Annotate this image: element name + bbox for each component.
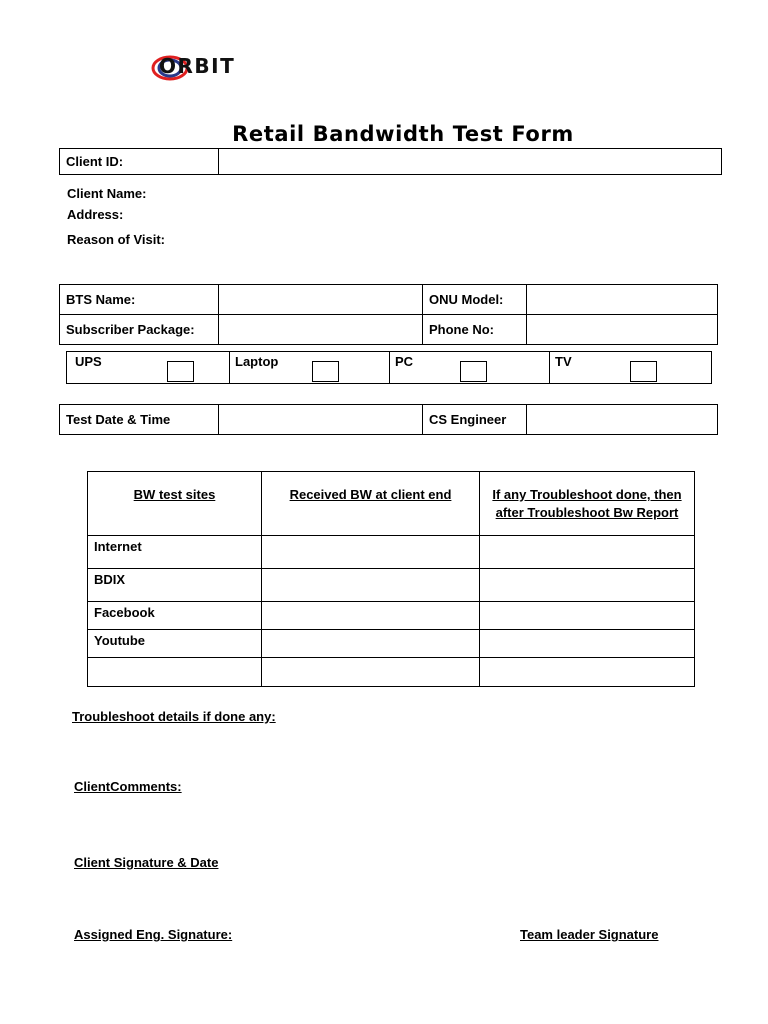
bw-header-sites: BW test sites: [88, 472, 262, 536]
bw-received-cell[interactable]: [262, 658, 480, 687]
client-id-field[interactable]: [219, 149, 722, 175]
bw-row-label: Facebook: [88, 602, 262, 630]
device-cell-tv: [549, 352, 709, 383]
bw-received-cell[interactable]: [262, 569, 480, 602]
cs-engineer-field[interactable]: [527, 405, 718, 435]
subscriber-package-field[interactable]: [219, 315, 423, 345]
bw-received-cell[interactable]: [262, 536, 480, 569]
client-comments-label: ClientComments:: [74, 779, 182, 794]
test-info-table: [59, 404, 718, 435]
bts-name-field[interactable]: [219, 285, 423, 315]
onu-model-label: ONU Model:: [423, 285, 527, 315]
phone-no-label: Phone No:: [423, 315, 527, 345]
test-date-label: Test Date & Time: [60, 405, 219, 435]
assigned-eng-signature-label: Assigned Eng. Signature:: [74, 927, 233, 942]
bw-received-cell[interactable]: [262, 602, 480, 630]
orbit-logo: [150, 52, 290, 84]
device-cell-pc: [389, 352, 550, 383]
subscriber-package-label: Subscriber Package:: [60, 315, 219, 345]
devices-row: [66, 351, 712, 384]
bw-troubleshoot-cell[interactable]: [480, 569, 695, 602]
reason-of-visit-label: Reason of Visit:: [67, 232, 166, 247]
bts-name-label: BTS Name:: [60, 285, 219, 315]
ups-checkbox[interactable]: [167, 361, 194, 382]
bw-row-label: Internet: [88, 536, 262, 569]
bw-header-troubleshoot: If any Troubleshoot done, then after Troubleshoot Bw Report: [480, 472, 695, 536]
phone-no-field[interactable]: [527, 315, 718, 345]
client-id-label: Client ID:: [60, 149, 219, 175]
device-label-laptop: Laptop: [235, 354, 279, 369]
logo-text: ORBIT: [159, 54, 236, 78]
troubleshoot-details-label: Troubleshoot details if done any:: [72, 709, 276, 724]
bw-received-cell[interactable]: [262, 630, 480, 658]
client-name-label: Client Name:: [67, 186, 147, 201]
bw-test-table: [87, 471, 695, 687]
test-date-field[interactable]: [219, 405, 423, 435]
device-label-tv: TV: [555, 354, 572, 369]
client-signature-label: Client Signature & Date: [74, 855, 219, 870]
address-label: Address:: [67, 207, 124, 222]
pc-checkbox[interactable]: [460, 361, 487, 382]
device-cell-ups: [67, 352, 230, 383]
device-cell-laptop: [229, 352, 390, 383]
bw-troubleshoot-cell[interactable]: [480, 602, 695, 630]
team-leader-signature-label: Team leader Signature: [520, 927, 659, 942]
bw-troubleshoot-cell[interactable]: [480, 630, 695, 658]
device-label-pc: PC: [395, 354, 414, 369]
client-id-table: [59, 148, 722, 175]
info-table: [59, 284, 718, 345]
laptop-checkbox[interactable]: [312, 361, 339, 382]
bw-row-label: BDIX: [88, 569, 262, 602]
bw-troubleshoot-cell[interactable]: [480, 658, 695, 687]
tv-checkbox[interactable]: [630, 361, 657, 382]
onu-model-field[interactable]: [527, 285, 718, 315]
bw-header-received: Received BW at client end: [262, 472, 480, 536]
bw-row-label: Youtube: [88, 630, 262, 658]
bw-row-label: [88, 658, 262, 687]
cs-engineer-label: CS Engineer: [423, 405, 527, 435]
bw-troubleshoot-cell[interactable]: [480, 536, 695, 569]
device-label-ups: UPS: [75, 354, 102, 369]
form-title: Retail Bandwidth Test Form: [232, 122, 574, 146]
